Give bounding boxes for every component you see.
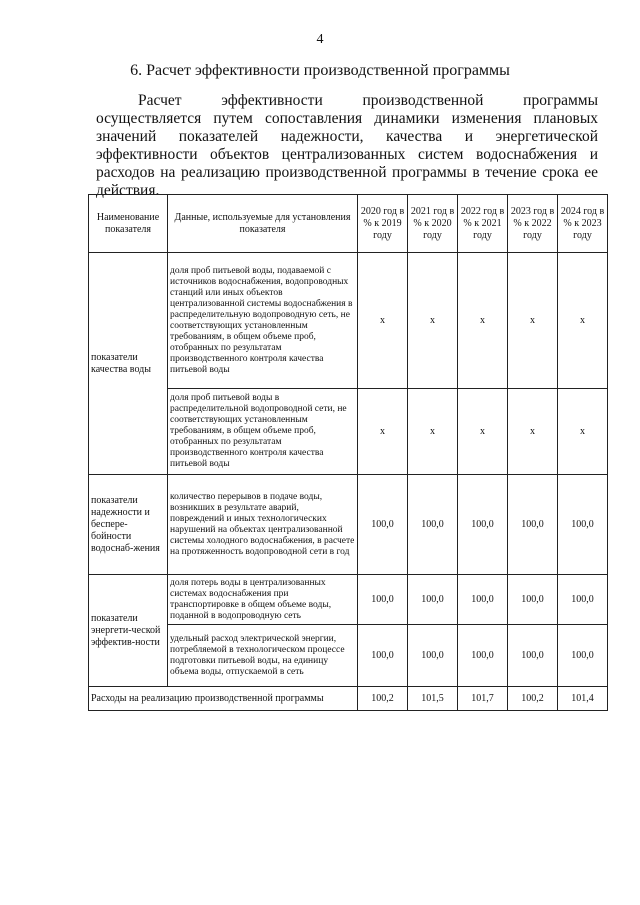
value-cell: 100,0	[458, 475, 508, 575]
group-water-quality: показатели качества воды	[89, 253, 168, 475]
header-year: 2022 год в % к 2021 году	[458, 195, 508, 253]
value-cell: 100,0	[558, 575, 608, 625]
value-cell: 100,0	[458, 575, 508, 625]
value-cell: x	[358, 253, 408, 389]
value-cell: 100,0	[358, 475, 408, 575]
value-cell: 100,0	[508, 475, 558, 575]
value-cell: 100,0	[558, 625, 608, 687]
value-cell: 100,0	[358, 625, 408, 687]
total-row	[89, 687, 608, 711]
total-value: 101,5	[408, 687, 458, 711]
value-cell: x	[458, 253, 508, 389]
table-header-row	[89, 195, 608, 253]
row-description: удельный расход электрической энергии, потребляемой в технологическом процессе подготовки питьевой воды, на единицу объема воды, отпускаемой в сеть	[168, 625, 358, 687]
row-description: количество перерывов в подаче воды, возникших в результате аварий, повреждений и иных технологических нарушений на объектах централизованной системы холодного водоснабжения, в расчете на протяженность водопроводной сети в год	[168, 475, 358, 575]
value-cell: x	[408, 389, 458, 475]
row-description: доля проб питьевой воды, подаваемой с источников водоснабжения, водопроводных станций или иных объектов централизованной системы водоснабжения в распределительную водопроводную сеть, не соответствующих установленным требованиям, в общем объеме проб, отобранных по результатам производственного контроля качества питьевой воды	[168, 253, 358, 389]
total-value: 100,2	[358, 687, 408, 711]
value-cell: 100,0	[408, 475, 458, 575]
value-cell: 100,0	[408, 575, 458, 625]
table-row	[89, 253, 608, 389]
value-cell: x	[458, 389, 508, 475]
total-value: 100,2	[508, 687, 558, 711]
row-description: доля потерь воды в централизованных системах водоснабжения при транспортировке в общем объеме воды, поданной в водопроводную сеть	[168, 575, 358, 625]
header-year: 2021 год в % к 2020 году	[408, 195, 458, 253]
value-cell: 100,0	[508, 575, 558, 625]
value-cell: x	[358, 389, 408, 475]
group-energy-efficiency: показатели энергети-ческой эффектив-ности	[89, 575, 168, 687]
value-cell: x	[508, 389, 558, 475]
efficiency-table	[88, 194, 608, 711]
value-cell: x	[508, 253, 558, 389]
header-indicator-name: Наименование показателя	[89, 195, 168, 253]
page-number: 4	[316, 32, 324, 47]
total-label: Расходы на реализацию производственной программы	[89, 687, 358, 711]
value-cell: x	[408, 253, 458, 389]
header-year: 2024 год в % к 2023 году	[558, 195, 608, 253]
value-cell: 100,0	[458, 625, 508, 687]
value-cell: x	[558, 389, 608, 475]
header-data-used: Данные, используемые для установления показателя	[168, 195, 358, 253]
section-title: 6. Расчет эффективности производственной программы	[130, 62, 510, 79]
value-cell: 100,0	[508, 625, 558, 687]
table-row	[89, 575, 608, 625]
total-value: 101,7	[458, 687, 508, 711]
row-description: доля проб питьевой воды в распределительной водопроводной сети, не соответствующих установленным требованиям, в общем объеме проб, отобранных по результатам производственного контроля качества питьевой воды	[168, 389, 358, 475]
header-year: 2023 год в % к 2022 году	[508, 195, 558, 253]
header-year: 2020 год в % к 2019 году	[358, 195, 408, 253]
value-cell: 100,0	[558, 475, 608, 575]
group-reliability: показатели надежности и беспере-бойности водоснаб-жения	[89, 475, 168, 575]
value-cell: 100,0	[358, 575, 408, 625]
table-row	[89, 475, 608, 575]
value-cell: 100,0	[408, 625, 458, 687]
intro-paragraph: Расчет эффективности производственной программы осуществляется путем сопоставления динамики изменения плановых значений показателей надежности, качества и энергетической эффективности объектов централизованных систем водоснабжения и расходов на реализацию производственной программы в течение срока ее действия.	[96, 92, 598, 199]
value-cell: x	[558, 253, 608, 389]
total-value: 101,4	[558, 687, 608, 711]
